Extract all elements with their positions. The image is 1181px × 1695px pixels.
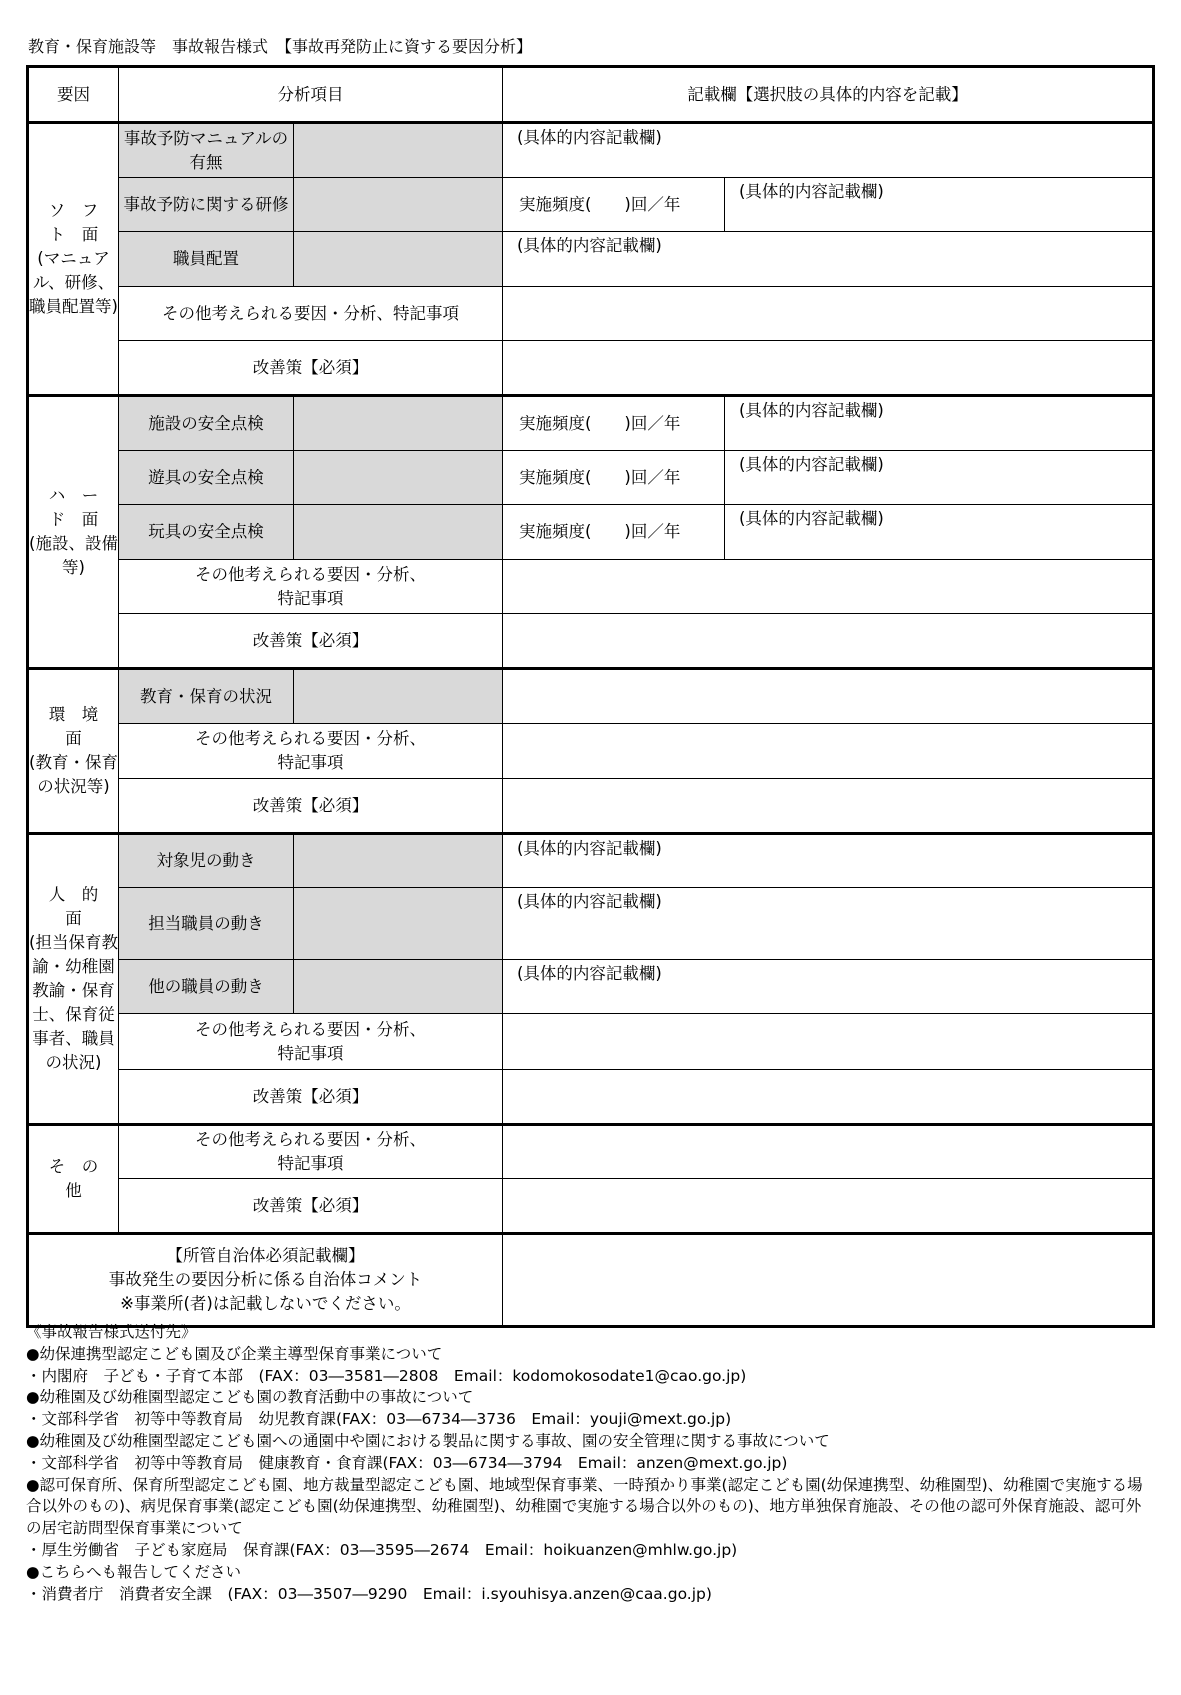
choice-field[interactable] [294, 232, 503, 287]
improvement-field[interactable] [503, 1070, 1154, 1125]
improvement-field[interactable] [503, 341, 1154, 396]
detail-field[interactable]: (具体的内容記載欄) [503, 232, 1154, 287]
choice-field[interactable] [294, 123, 503, 178]
section-human: 人 的 面 (担当保育教諭・幼稚園教諭・保育士、保育従事者、職員の状況) [28, 834, 119, 1125]
footer-line: ●幼保連携型認定こども園及び企業主導型保育事業について [26, 1344, 443, 1363]
improvement-field[interactable] [503, 1179, 1154, 1234]
item-label: 事故予防に関する研修 [119, 178, 294, 232]
other-factors-field[interactable] [503, 724, 1154, 779]
footer-line: ●こちらへも報告してください [26, 1562, 242, 1581]
improvement-field[interactable] [503, 614, 1154, 669]
item-label: 玩具の安全点検 [119, 505, 294, 560]
section-soft: ソ フ ト 面 (マニュアル、研修、職員配置等) [28, 123, 119, 396]
header-entry: 記載欄【選択肢の具体的内容を記載】 [503, 67, 1154, 123]
detail-field[interactable]: (具体的内容記載欄) [725, 178, 1154, 232]
improvement-label: 改善策【必須】 [119, 1179, 503, 1234]
item-label: 職員配置 [119, 232, 294, 287]
other-factors-field[interactable] [503, 1014, 1154, 1070]
detail-field[interactable]: (具体的内容記載欄) [503, 960, 1154, 1014]
header-items: 分析項目 [119, 67, 503, 123]
section-hard: ハ ー ド 面 (施設、設備等) [28, 396, 119, 669]
other-factors-field[interactable] [503, 287, 1154, 341]
detail-field[interactable]: (具体的内容記載欄) [503, 888, 1154, 960]
municipal-comment-label: 【所管自治体必須記載欄】 事故発生の要因分析に係る自治体コメント ※事業所(者)は記載しないでください。 [28, 1234, 503, 1327]
footer-line: ・内閣府 子ども・子育て本部 (FAX：03―3581―2808 Email：kodomokosodate1@cao.go.jp) [26, 1366, 747, 1385]
footer-line: ●認可保育所、保育所型認定こども園、地方裁量型認定こども園、地域型保育事業、一時預かり事業(認定こども園(幼保連携型、幼稚園型)、幼稚園で実施する場合以外のもの)、病児保育事業(認定こども園(幼保連携型、幼稚園型)、幼稚園で実施する場合以外のもの)、地方単独保育施設、その他の認可外保育施設、認可外の居宅訪問型保育事業について [26, 1475, 1143, 1538]
item-label: 施設の安全点検 [119, 396, 294, 451]
detail-field[interactable]: (具体的内容記載欄) [725, 505, 1154, 560]
detail-field[interactable]: (具体的内容記載欄) [725, 396, 1154, 451]
footer-line: ・消費者庁 消費者安全課 (FAX：03―3507―9290 Email：i.syouhisya.anzen@caa.go.jp) [26, 1584, 712, 1603]
choice-field[interactable] [294, 834, 503, 888]
item-label: 他の職員の動き [119, 960, 294, 1014]
detail-field[interactable]: (具体的内容記載欄) [503, 834, 1154, 888]
item-label: 対象児の動き [119, 834, 294, 888]
item-label: 担当職員の動き [119, 888, 294, 960]
frequency-field[interactable]: 実施頻度( )回／年 [503, 396, 725, 451]
footer-line: ●幼稚園及び幼稚園型認定こども園の教育活動中の事故について [26, 1388, 474, 1407]
footer-heading: 《事故報告様式送付先》 [26, 1323, 197, 1341]
item-label: 事故予防マニュアルの有無 [119, 123, 294, 178]
other-factors-field[interactable] [503, 1125, 1154, 1179]
choice-field[interactable] [294, 669, 503, 724]
improvement-field[interactable] [503, 779, 1154, 834]
section-environment: 環 境 面 (教育・保育の状況等) [28, 669, 119, 834]
page-title: 教育・保育施設等 事故報告様式 【事故再発防止に資する要因分析】 [28, 37, 533, 56]
choice-field[interactable] [294, 960, 503, 1014]
choice-field[interactable] [294, 888, 503, 960]
frequency-field[interactable]: 実施頻度( )回／年 [503, 451, 725, 505]
detail-field[interactable]: (具体的内容記載欄) [725, 451, 1154, 505]
improvement-label: 改善策【必須】 [119, 779, 503, 834]
footer-line: ・文部科学省 初等中等教育局 健康教育・食育課(FAX：03―6734―3794 Email：anzen@mext.go.jp) [26, 1453, 788, 1472]
item-label: 教育・保育の状況 [119, 669, 294, 724]
submission-destinations [26, 1322, 1156, 1605]
section-other: そ の 他 [28, 1125, 119, 1234]
other-factors-label: その他考えられる要因・分析、 特記事項 [119, 1125, 503, 1179]
improvement-label: 改善策【必須】 [119, 1070, 503, 1125]
item-label: 遊具の安全点検 [119, 451, 294, 505]
frequency-field[interactable]: 実施頻度( )回／年 [503, 505, 725, 560]
footer-line: ・文部科学省 初等中等教育局 幼児教育課(FAX：03―6734―3736 Email：youji@mext.go.jp) [26, 1410, 732, 1429]
footer-line: ●幼稚園及び幼稚園型認定こども園への通園中や園における製品に関する事故、園の安全管理に関する事故について [26, 1431, 830, 1450]
factor-analysis-table [26, 65, 1155, 1328]
detail-field[interactable] [503, 669, 1154, 724]
frequency-field[interactable]: 実施頻度( )回／年 [503, 178, 725, 232]
choice-field[interactable] [294, 178, 503, 232]
detail-field[interactable]: (具体的内容記載欄) [503, 123, 1154, 178]
improvement-label: 改善策【必須】 [119, 614, 503, 669]
other-factors-label: その他考えられる要因・分析、特記事項 [119, 287, 503, 341]
choice-field[interactable] [294, 505, 503, 560]
choice-field[interactable] [294, 451, 503, 505]
other-factors-label: その他考えられる要因・分析、 特記事項 [119, 560, 503, 614]
other-factors-field[interactable] [503, 560, 1154, 614]
municipal-comment-field[interactable] [503, 1234, 1154, 1327]
improvement-label: 改善策【必須】 [119, 341, 503, 396]
other-factors-label: その他考えられる要因・分析、 特記事項 [119, 1014, 503, 1070]
header-factor: 要因 [28, 67, 119, 123]
footer-line: ・厚生労働省 子ども家庭局 保育課(FAX：03―3595―2674 Email：hoikuanzen@mhlw.go.jp) [26, 1540, 738, 1559]
other-factors-label: その他考えられる要因・分析、 特記事項 [119, 724, 503, 779]
choice-field[interactable] [294, 396, 503, 451]
